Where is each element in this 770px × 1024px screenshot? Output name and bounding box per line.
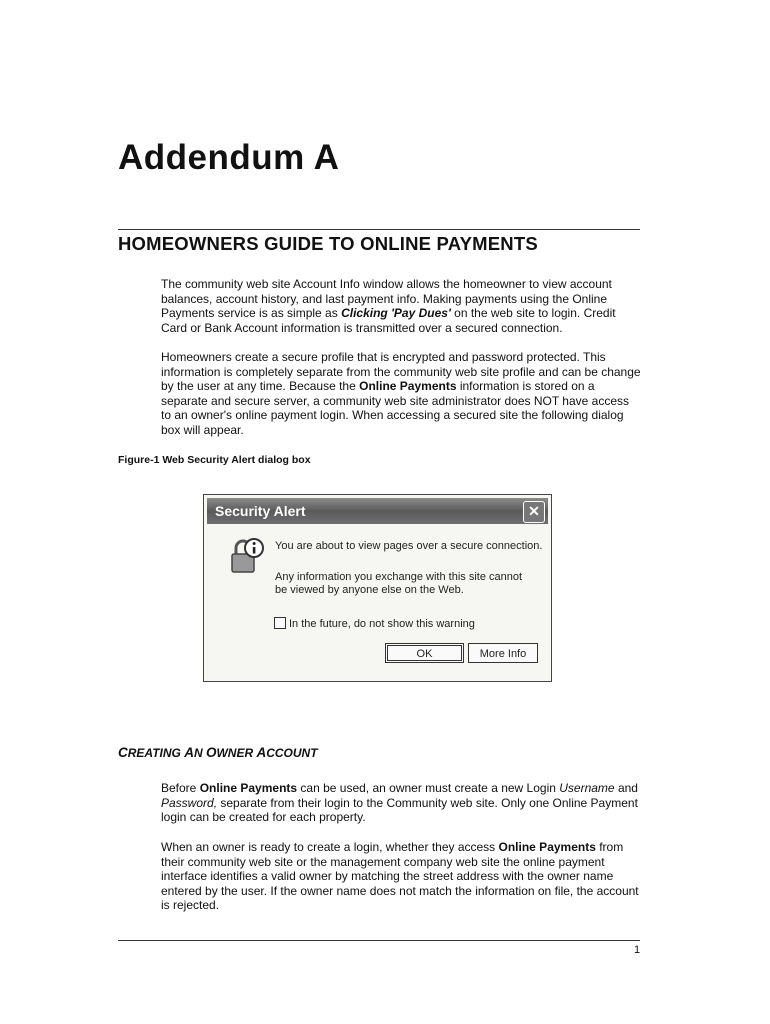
paragraph-text: on the web site to login. Credit Card or Bank Account information is transmitted over a secured connection.	[161, 306, 616, 335]
page-number: 1	[634, 944, 641, 956]
paragraph-text: can be used, an owner must create a new Login	[297, 781, 560, 795]
section-divider	[118, 229, 640, 230]
paragraph-create-login	[161, 781, 641, 825]
paragraph-secure-profile	[161, 350, 641, 438]
footer-divider	[118, 940, 640, 941]
section-heading: HOMEOWNERS GUIDE TO ONLINE PAYMENTS	[118, 233, 538, 254]
dialog-title-bar[interactable]	[207, 498, 548, 524]
ok-button[interactable]: OK	[385, 643, 464, 663]
online-payments-emphasis: Online Payments	[498, 840, 596, 854]
paragraph-text: Before	[161, 781, 200, 795]
paragraph-text: separate from their login to the Community web site. Only one Online Payment login can be created for each property.	[161, 795, 638, 825]
more-info-button[interactable]: More Info	[468, 643, 538, 663]
paragraph-text: When an owner is ready to create a login, whether they access	[161, 840, 499, 854]
checkbox-box[interactable]	[274, 617, 286, 629]
paragraph-text: from their community web site or the management company web site the online payment interface identifies a valid owner by matching the street address with the owner name entered by the user. If the owner name does not match the information on file, the account is rejected.	[161, 840, 639, 913]
username-emphasis: Username	[559, 781, 615, 795]
dialog-message-private: Any information you exchange with this site cannot be viewed by anyone else on the Web.	[275, 571, 523, 596]
password-emphasis: Password,	[161, 795, 218, 810]
subsection-heading: CREATING AN OWNER ACCOUNT	[118, 745, 318, 760]
dont-show-warning-checkbox[interactable]	[274, 617, 475, 630]
paragraph-text: The community web site Account Info window allows the homeowner to view account balances, account history, and last payment info. Making payments using the Online Payments service is as simple as	[161, 277, 612, 321]
pay-dues-emphasis: Clicking 'Pay Dues'	[341, 306, 451, 321]
dialog-title: Security Alert	[215, 503, 306, 519]
security-alert-dialog	[203, 494, 552, 682]
paragraph-account-info	[161, 277, 641, 335]
online-payments-emphasis: Online Payments	[199, 781, 298, 795]
figure-caption: Figure-1 Web Security Alert dialog box	[118, 454, 311, 466]
paragraph-text: and	[614, 781, 638, 795]
dialog-message-secure: You are about to view pages over a secure connection.	[275, 540, 543, 552]
online-payments-emphasis: Online Payments	[359, 379, 457, 394]
page-title: Addendum A	[118, 138, 340, 177]
paragraph-text: Homeowners create a secure profile that is encrypted and password protected. This information is completely separate from the community web site profile and can be change by the user at any time. Because the	[161, 350, 641, 394]
checkbox-label: In the future, do not show this warning	[289, 618, 475, 630]
paragraph-validation	[161, 840, 641, 913]
close-icon[interactable]: ✕	[523, 501, 545, 523]
lock-info-icon	[228, 536, 268, 576]
paragraph-text: information is stored on a separate and secure server, a community web site administrator does NOT have access to an owner's online payment login. When accessing a secured site the following dialog box will appear.	[161, 379, 629, 437]
